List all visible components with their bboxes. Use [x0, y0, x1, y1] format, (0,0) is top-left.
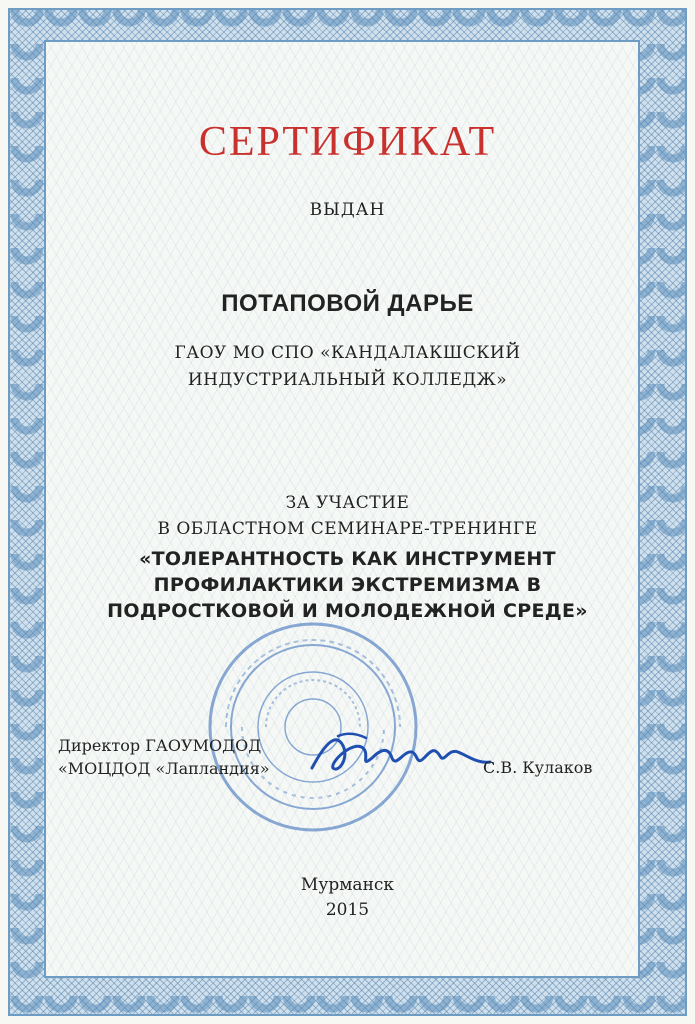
year: 2015 — [325, 900, 370, 920]
theme-line: «ТОЛЕРАНТНОСТЬ КАК ИНСТРУМЕНТ — [139, 548, 556, 570]
signatory-name: С.В. Кулаков — [483, 758, 593, 777]
city: Мурманск — [300, 875, 395, 895]
certificate-title: СЕРТИФИКАТ — [198, 119, 497, 165]
theme-line: ПОДРОСТКОВОЙ И МОЛОДЕЖНОЙ СРЕДЕ» — [107, 600, 588, 622]
recipient-name: ПОТАПОВОЙ ДАРЬЕ — [221, 290, 474, 317]
organization-line: ИНДУСТРИАЛЬНЫЙ КОЛЛЕДЖ» — [187, 370, 508, 390]
organization — [0, 340, 695, 394]
participation-line: ЗА УЧАСТИЕ — [285, 493, 410, 513]
seminar-theme — [0, 546, 695, 624]
signatory-role-line: «МОЦДОД «Лапландия» — [58, 759, 270, 778]
participation-text — [0, 490, 695, 542]
issued-label: ВЫДАН — [309, 200, 386, 220]
organization-line: ГАОУ МО СПО «КАНДАЛАКШСКИЙ — [174, 343, 521, 363]
signatory-role-line: Директор ГАОУМОДОД — [58, 736, 262, 755]
signature-icon — [308, 728, 493, 783]
participation-line: В ОБЛАСТНОМ СЕМИНАРЕ-ТРЕНИНГЕ — [157, 519, 538, 539]
theme-line: ПРОФИЛАКТИКИ ЭКСТРЕМИЗМА В — [153, 574, 542, 596]
signatory-role — [58, 734, 270, 780]
place-date — [0, 873, 695, 923]
